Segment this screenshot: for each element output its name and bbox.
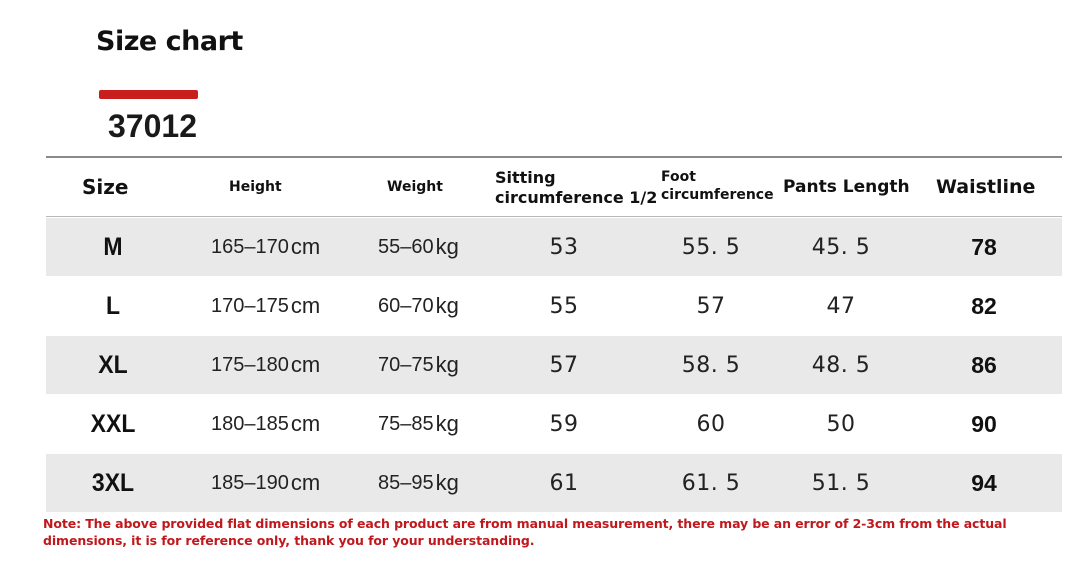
pants-length-cell-value: 45. 5 — [811, 234, 871, 260]
foot-cell-value: 61. 5 — [681, 470, 741, 496]
weight-cell-unit: kg — [435, 293, 459, 318]
header-foot-line1: Foot — [661, 169, 696, 185]
weight-cell-value: 70–75 — [378, 353, 434, 376]
height-cell-value: 165–170 — [211, 235, 289, 258]
sitting-cell — [524, 277, 604, 335]
foot-cell-value: 57 — [696, 293, 726, 319]
size-cell-value: L — [105, 291, 121, 320]
waistline-cell-value: 78 — [971, 233, 997, 260]
foot-cell — [666, 277, 756, 335]
pants-length-cell-value: 50 — [826, 411, 856, 437]
weight-cell-value: 85–95 — [378, 471, 434, 494]
pants-length-cell — [796, 336, 886, 394]
foot-cell — [666, 454, 756, 512]
pants-length-cell-value: 48. 5 — [811, 352, 871, 378]
height-cell-unit: cm — [290, 234, 321, 259]
waistline-cell-value: 94 — [971, 469, 997, 496]
weight-cell — [378, 454, 459, 512]
foot-cell-value: 55. 5 — [681, 234, 741, 260]
table-body — [46, 218, 1062, 512]
height-cell — [211, 277, 320, 335]
weight-cell — [378, 218, 459, 276]
height-cell — [211, 395, 320, 453]
waistline-cell-value: 90 — [971, 410, 997, 437]
header-row — [46, 158, 1062, 217]
height-cell — [211, 454, 320, 512]
weight-cell-value: 60–70 — [378, 294, 434, 317]
height-cell-unit: cm — [290, 470, 321, 495]
height-cell — [211, 218, 320, 276]
header-weight: Weight — [387, 179, 443, 195]
height-cell — [211, 336, 320, 394]
weight-cell-value: 55–60 — [378, 235, 434, 258]
foot-cell — [666, 395, 756, 453]
header-height: Height — [229, 179, 282, 195]
measurement-note: Note: The above provided flat dimensions of each product are from manual measurement, there may be an error of 2-3cm from the actual dimensions, it is for reference only, thank you for your understanding. — [43, 516, 1007, 548]
pants-length-cell-value: 51. 5 — [811, 470, 871, 496]
weight-cell — [378, 336, 459, 394]
pants-length-cell — [796, 395, 886, 453]
height-cell-value: 185–190 — [211, 471, 289, 494]
size-cell-value: XXL — [90, 409, 136, 438]
sitting-cell — [524, 218, 604, 276]
size-cell — [51, 395, 174, 453]
pants-length-cell — [796, 218, 886, 276]
size-cell-value: XL — [98, 350, 128, 379]
header-sitting-line2: circumference 1/2 — [495, 188, 658, 207]
size-cell — [51, 454, 174, 512]
foot-cell — [666, 336, 756, 394]
size-cell-value: M — [103, 232, 123, 261]
weight-cell-value: 75–85 — [378, 412, 434, 435]
waistline-cell — [944, 454, 1024, 512]
height-cell-unit: cm — [290, 411, 321, 436]
table-row — [46, 336, 1062, 394]
sitting-cell — [524, 454, 604, 512]
height-cell-value: 180–185 — [211, 412, 289, 435]
sitting-cell-value: 61 — [549, 470, 579, 496]
size-cell — [51, 277, 174, 335]
size-cell-value: 3XL — [91, 468, 135, 497]
foot-cell — [666, 218, 756, 276]
product-code: 37012 — [108, 108, 197, 144]
header-sitting-line1: Sitting — [495, 168, 556, 187]
sitting-cell-value: 59 — [549, 411, 579, 437]
height-cell-unit: cm — [290, 293, 321, 318]
table-row — [46, 277, 1062, 335]
page-title: Size chart — [96, 26, 243, 57]
size-cell — [51, 336, 174, 394]
weight-cell-unit: kg — [435, 470, 459, 495]
header-foot-line2: circumference — [661, 187, 774, 203]
waistline-cell-value: 82 — [971, 292, 997, 319]
waistline-cell — [944, 395, 1024, 453]
pants-length-cell-value: 47 — [826, 293, 856, 319]
header-pants-length: Pants Length — [783, 177, 910, 197]
size-cell — [51, 218, 174, 276]
height-cell-unit: cm — [290, 352, 321, 377]
header-size: Size — [82, 175, 129, 199]
header-sitting — [495, 168, 657, 216]
sitting-cell — [524, 395, 604, 453]
waistline-cell — [944, 336, 1024, 394]
size-table — [46, 156, 1062, 512]
table-row — [46, 454, 1062, 512]
header-waistline: Waistline — [936, 176, 1036, 198]
weight-cell — [378, 277, 459, 335]
waistline-cell — [944, 277, 1024, 335]
waistline-cell-value: 86 — [971, 351, 997, 378]
waistline-cell — [944, 218, 1024, 276]
header-foot — [661, 168, 774, 216]
height-cell-value: 175–180 — [211, 353, 289, 376]
foot-cell-value: 60 — [696, 411, 726, 437]
sitting-cell-value: 57 — [549, 352, 579, 378]
pants-length-cell — [796, 454, 886, 512]
table-row — [46, 395, 1062, 453]
pants-length-cell — [796, 277, 886, 335]
foot-cell-value: 58. 5 — [681, 352, 741, 378]
weight-cell-unit: kg — [435, 411, 459, 436]
accent-bar — [99, 90, 198, 99]
weight-cell-unit: kg — [435, 352, 459, 377]
sitting-cell-value: 53 — [549, 234, 579, 260]
weight-cell — [378, 395, 459, 453]
table-row — [46, 218, 1062, 276]
height-cell-value: 170–175 — [211, 294, 289, 317]
sitting-cell — [524, 336, 604, 394]
sitting-cell-value: 55 — [549, 293, 579, 319]
weight-cell-unit: kg — [435, 234, 459, 259]
